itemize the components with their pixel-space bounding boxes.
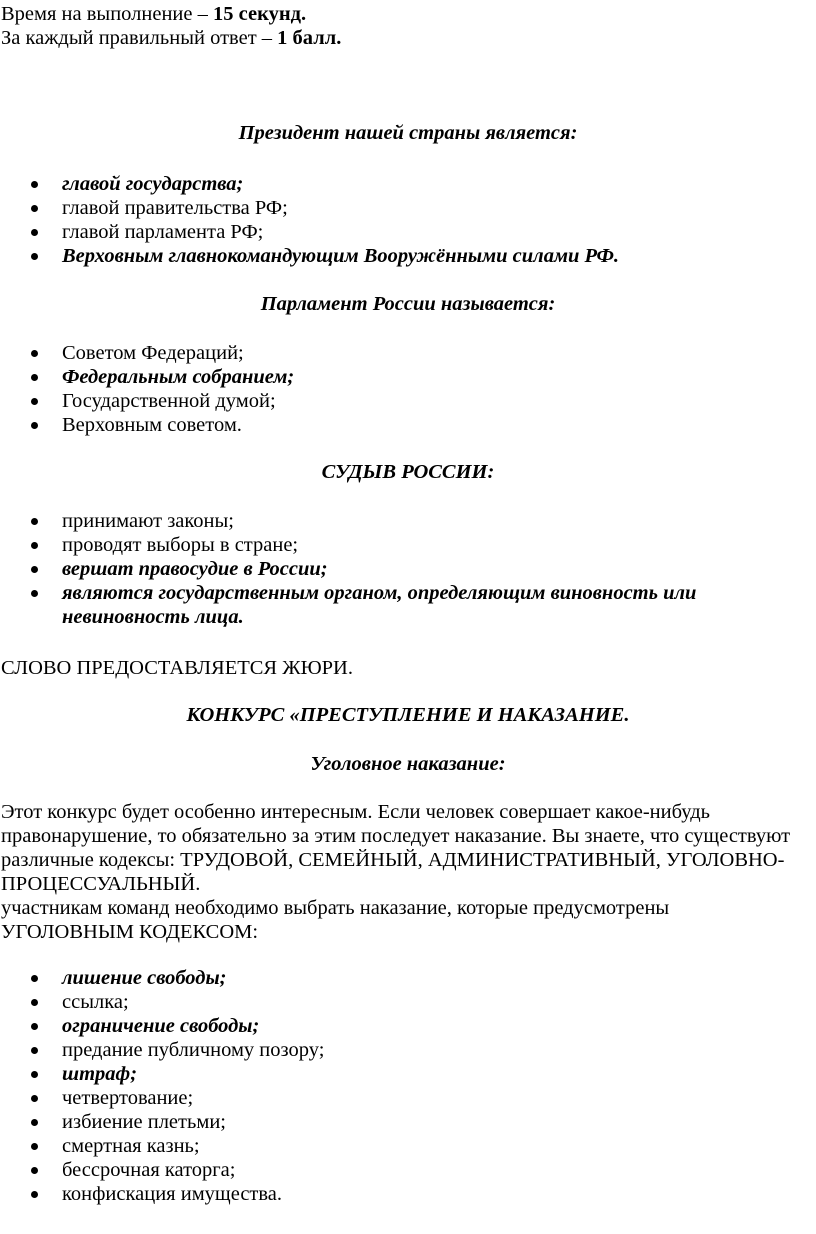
list-item [0, 1014, 816, 1038]
option-text: проводят выборы в стране; [62, 534, 299, 556]
intro-line: правонарушение, то обязательно за этим последует наказание. Вы знаете, что существуют [1, 825, 791, 847]
intro-line: УГОЛОВНЫМ КОДЕКСОМ: [1, 921, 259, 943]
list-item [0, 389, 816, 413]
list-item [0, 1158, 816, 1182]
intro-line: Этот конкурс будет особенно интересным. Если человек совершает какое-нибудь [1, 801, 710, 823]
list-item [0, 533, 816, 557]
option-text: избиение плетьми; [62, 1111, 226, 1133]
score-value: 1 балл. [277, 27, 342, 49]
list-item [0, 341, 816, 365]
option-text: предание публичному позору; [62, 1039, 325, 1061]
list-item [0, 966, 816, 990]
option-text: являются государственным органом, определяющим виновность или невиновность лица. [62, 582, 697, 628]
option-text: смертная казнь; [62, 1135, 200, 1157]
list-item [0, 1110, 816, 1134]
list-item [0, 220, 816, 244]
list-item [0, 1062, 816, 1086]
list-item [0, 1086, 816, 1110]
option-text: лишение свободы; [62, 967, 227, 989]
list-item [0, 557, 816, 581]
question-3-title: СУДЫВ РОССИИ: [321, 461, 495, 483]
option-text: четвертование; [62, 1087, 194, 1109]
option-text: вершат правосудие в России; [62, 558, 328, 580]
list-item [0, 1182, 816, 1206]
intro-line: ПРОЦЕССУАЛЬНЫЙ. [1, 873, 201, 895]
punishment-options [0, 966, 816, 1206]
contest-title: КОНКУРС «ПРЕСТУПЛЕНИЕ И НАКАЗАНИЕ. [186, 704, 630, 726]
list-item [0, 990, 816, 1014]
option-text: главой государства; [62, 173, 244, 195]
intro-line: различные кодексы: ТРУДОВОЙ, СЕМЕЙНЫЙ, АДМИНИСТРАТИВНЫЙ, УГОЛОВНО- [1, 849, 785, 871]
time-limit-value: 15 секунд. [213, 3, 307, 25]
list-item [0, 1038, 816, 1062]
option-text: бессрочная каторга; [62, 1159, 236, 1181]
question-1-title: Президент нашей страны является: [238, 122, 578, 144]
option-text: ограничение свободы; [62, 1015, 260, 1037]
option-text: Верховным главнокомандующим Вооружёнными силами РФ. [62, 245, 620, 267]
list-item [0, 509, 816, 533]
list-item [0, 581, 816, 629]
time-limit-label: Время на выполнение – [1, 3, 213, 25]
score-line [1, 26, 341, 50]
list-item [0, 413, 816, 437]
contest-subtitle: Уголовное наказание: [310, 753, 506, 775]
question-3-options [0, 509, 816, 629]
question-2-options [0, 341, 816, 437]
option-text: главой парламента РФ; [62, 221, 264, 243]
list-item [0, 1134, 816, 1158]
score-label: За каждый правильный ответ – [1, 27, 278, 49]
contest-intro [1, 800, 813, 944]
option-text: ссылка; [62, 991, 129, 1013]
option-text: Верховным советом. [62, 414, 242, 436]
option-text: Государственной думой; [62, 390, 276, 412]
jury-line: СЛОВО ПРЕДОСТАВЛЯЕТСЯ ЖЮРИ. [1, 657, 353, 679]
list-item [0, 244, 816, 268]
list-item [0, 365, 816, 389]
intro-line: участникам команд необходимо выбрать наказание, которые предусмотрены [1, 897, 670, 919]
option-text: принимают законы; [62, 510, 234, 532]
option-text: конфискация имущества. [62, 1183, 283, 1205]
option-text: главой правительства РФ; [62, 197, 288, 219]
option-text: Федеральным собранием; [62, 366, 295, 388]
time-limit-line [1, 2, 306, 26]
question-2-title: Парламент России называется: [260, 293, 556, 315]
list-item [0, 172, 816, 196]
option-text: Советом Федераций; [62, 342, 244, 364]
question-1-options [0, 172, 816, 268]
option-text: штраф; [62, 1063, 138, 1085]
list-item [0, 196, 816, 220]
